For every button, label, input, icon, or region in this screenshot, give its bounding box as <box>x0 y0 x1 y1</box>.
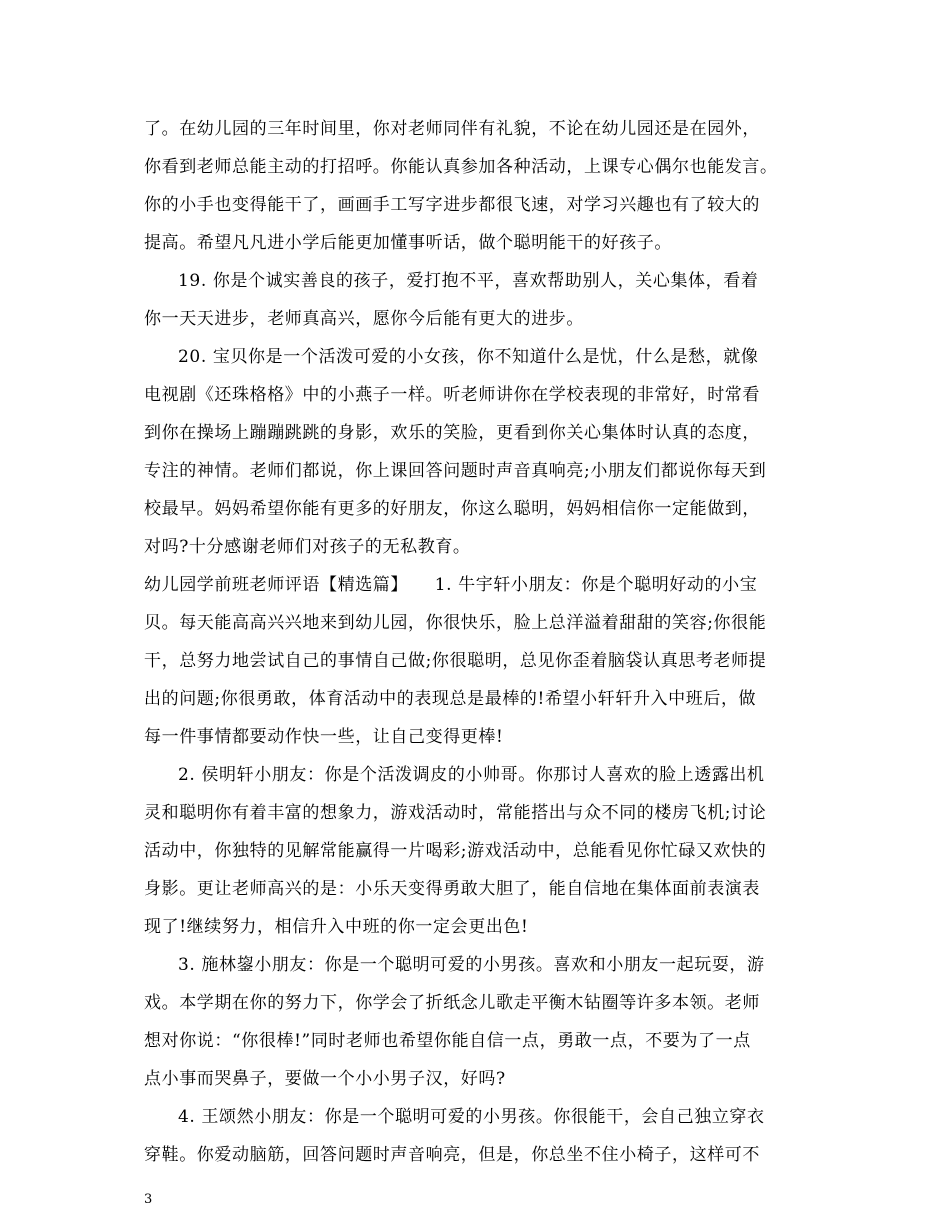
text-line: 专注的神情。老师们都说，你上课回答问题时声音真响亮;小朋友们都说你每天到 <box>144 461 767 481</box>
text-line: 穿鞋。你爱动脑筋，回答问题时声音响亮，但是，你总坐不住小椅子，这样可不 <box>144 1145 760 1165</box>
text-line: 提高。希望凡凡进小学后能更加懂事听话，做个聪明能干的好孩子。 <box>144 233 672 253</box>
text-line: 你看到老师总能主动的打招呼。你能认真参加各种活动，上课专心偶尔也能发言。 <box>144 157 778 177</box>
text-line: 活动中，你独特的见解常能赢得一片喝彩;游戏活动中，总能看见你忙碌又欢快的 <box>144 841 767 861</box>
text-line: 20. 宝贝你是一个活泼可爱的小女孩，你不知道什么是忧，什么是愁，就像 <box>178 347 759 367</box>
text-line: 想对你说：“你很棒!”同时老师也希望你能自信一点，勇敢一点，不要为了一点 <box>144 1031 751 1051</box>
text-line: 干，总努力地尝试自己的事情自己做;你很聪明，总见你歪着脑袋认真思考老师提 <box>144 651 767 671</box>
text-line: 现了!继续努力，相信升入中班的你一定会更出色! <box>144 917 529 937</box>
text-line: 贝。每天能高高兴兴地来到幼儿园，你很快乐，脸上总洋溢着甜甜的笑容;你很能 <box>144 613 767 633</box>
text-line: 校最早。妈妈希望你能有更多的好朋友，你这么聪明，妈妈相信你一定能做到， <box>144 499 760 519</box>
text-line: 你的小手也变得能干了，画画手工写字进步都很飞速，对学习兴趣也有了较大的 <box>144 195 760 215</box>
text-line: 你一天天进步，老师真高兴，愿你今后能有更大的进步。 <box>144 309 584 329</box>
text-line: 身影。更让老师高兴的是：小乐天变得勇敢大胆了，能自信地在集体面前表演表 <box>144 879 760 899</box>
page-number: 3 <box>144 1192 153 1207</box>
text-line: 灵和聪明你有着丰富的想象力，游戏活动时，常能搭出与众不同的楼房飞机;讨论 <box>144 803 767 823</box>
text-line: 19. 你是个诚实善良的孩子，爱打抱不平，喜欢帮助别人，关心集体，看着 <box>178 271 759 291</box>
text-line: 2. 侯明轩小朋友：你是个活泼调皮的小帅哥。你那讨人喜欢的脸上透露出机 <box>178 765 765 785</box>
text-line: 戏。本学期在你的努力下，你学会了折纸念儿歌走平衡木钻圈等许多本领。老师 <box>144 993 760 1013</box>
text-line: 4. 王颂然小朋友：你是一个聪明可爱的小男孩。你很能干，会自己独立穿衣 <box>178 1107 765 1127</box>
text-line: 点小事而哭鼻子，要做一个小小男子汉，好吗? <box>144 1069 506 1089</box>
text-line: 每一件事情都要动作快一些，让自己变得更棒! <box>144 727 504 747</box>
text-line: 了。在幼儿园的三年时间里，你对老师同伴有礼貌，不论在幼儿园还是在园外， <box>144 119 760 139</box>
text-line: 出的问题;你很勇敢，体育活动中的表现总是最棒的!希望小轩轩升入中班后，做 <box>144 689 757 709</box>
section-heading-line: 幼儿园学前班老师评语【精选篇】 1. 牛宇轩小朋友：你是个聪明好动的小宝 <box>144 575 758 595</box>
text-line: 电视剧《还珠格格》中的小燕子一样。听老师讲你在学校表现的非常好，时常看 <box>144 385 760 405</box>
text-line: 3. 施林鋆小朋友：你是一个聪明可爱的小男孩。喜欢和小朋友一起玩耍，游 <box>178 955 765 975</box>
text-line: 到你在操场上蹦蹦跳跳的身影，欢乐的笑脸，更看到你关心集体时认真的态度， <box>144 423 760 443</box>
text-line: 对吗?十分感谢老师们对孩子的无私教育。 <box>144 537 471 557</box>
